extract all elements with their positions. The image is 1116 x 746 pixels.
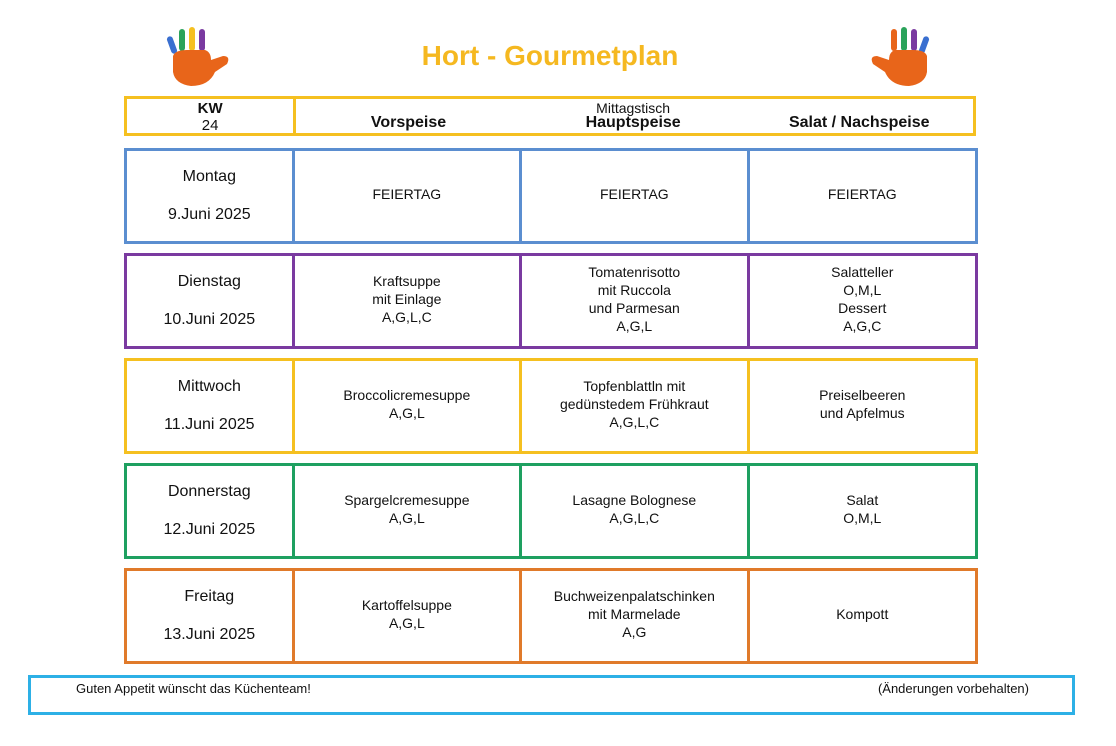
nachspeise-cell (750, 571, 975, 661)
kw-value: 24 (201, 117, 219, 134)
hauptspeise-cell (522, 361, 749, 451)
nachspeise-cell (750, 466, 975, 556)
day-cell (127, 571, 295, 661)
nachspeise-cell (750, 256, 975, 346)
day-row (124, 568, 978, 664)
hauptspeise-cell (522, 466, 749, 556)
table-header (124, 96, 976, 136)
hauptspeise-cell (522, 151, 749, 241)
nachspeise-text: Salatteller O,M,L Dessert A,G,C (831, 264, 894, 334)
nachspeise-text: Kompott (836, 606, 889, 622)
hauptspeise-text: Topfenblattln mit gedünstedem Frühkraut A,G,L,C (559, 378, 709, 430)
day-date: 10.Juni 2025 (163, 311, 256, 328)
vorspeise-cell (295, 571, 522, 661)
vorspeise-text: Spargelcremesuppe A,G,L (344, 492, 470, 526)
kw-label: KW (197, 100, 223, 117)
nachspeise-text: Salat O,M,L (843, 492, 882, 526)
header-hauptspeise (521, 99, 746, 133)
vorspeise-text: Broccolicremesuppe A,G,L (343, 387, 471, 421)
day-date: 9.Juni 2025 (167, 206, 251, 223)
day-date: 12.Juni 2025 (163, 521, 256, 538)
day-name: Donnerstag (167, 483, 251, 500)
nachspeise-cell (750, 151, 975, 241)
day-name: Dienstag (177, 273, 241, 290)
hauptspeise-cell (522, 571, 749, 661)
header-vorspeise-label: Vorspeise (370, 114, 447, 131)
footer-note: (Änderungen vorbehalten) (877, 681, 1029, 696)
hand-print-icon (165, 26, 235, 96)
page-title: Hort - Gourmetplan (421, 40, 679, 71)
vorspeise-text: Kraftsuppe mit Einlage A,G,L,C (372, 273, 442, 325)
day-row (124, 463, 978, 559)
header-nachspeise-label: Salat / Nachspeise (788, 114, 930, 131)
vorspeise-text: Kartoffelsuppe A,G,L (361, 597, 452, 631)
day-row (124, 358, 978, 454)
day-date: 11.Juni 2025 (164, 416, 255, 433)
hand-print-icon (865, 26, 935, 96)
nachspeise-cell (750, 361, 975, 451)
hauptspeise-text: Buchweizenpalatschinken mit Marmelade A,G (553, 588, 715, 640)
footer-greeting: Guten Appetit wünscht das Küchenteam! (76, 681, 311, 696)
day-cell (127, 466, 295, 556)
hauptspeise-text: FEIERTAG (599, 186, 669, 202)
vorspeise-text: FEIERTAG (372, 186, 442, 202)
footer-box (28, 675, 1075, 715)
day-row (124, 253, 978, 349)
hauptspeise-text: Tomatenrisotto mit Ruccola und Parmesan A,G,L (588, 264, 681, 334)
vorspeise-cell (295, 466, 522, 556)
vorspeise-cell (295, 361, 522, 451)
day-name: Montag (182, 168, 236, 185)
day-cell (127, 151, 295, 241)
day-row (124, 148, 978, 244)
vorspeise-cell (295, 151, 522, 241)
kw-cell (127, 99, 296, 133)
day-date: 13.Juni 2025 (163, 626, 256, 643)
day-name: Mittwoch (177, 378, 241, 395)
day-cell (127, 256, 295, 346)
header-vorspeise (296, 99, 521, 133)
day-cell (127, 361, 295, 451)
hauptspeise-text: Lasagne Bolognese A,G,L,C (572, 492, 697, 526)
day-name: Freitag (184, 588, 235, 605)
nachspeise-text: FEIERTAG (827, 186, 897, 202)
vorspeise-cell (295, 256, 522, 346)
header-hauptspeise-label: Hauptspeise (585, 114, 681, 131)
header-mittagstisch-label: Mittagstisch (596, 100, 671, 116)
header-nachspeise (745, 99, 973, 133)
nachspeise-text: Preiselbeeren und Apfelmus (819, 387, 906, 421)
hauptspeise-cell (522, 256, 749, 346)
